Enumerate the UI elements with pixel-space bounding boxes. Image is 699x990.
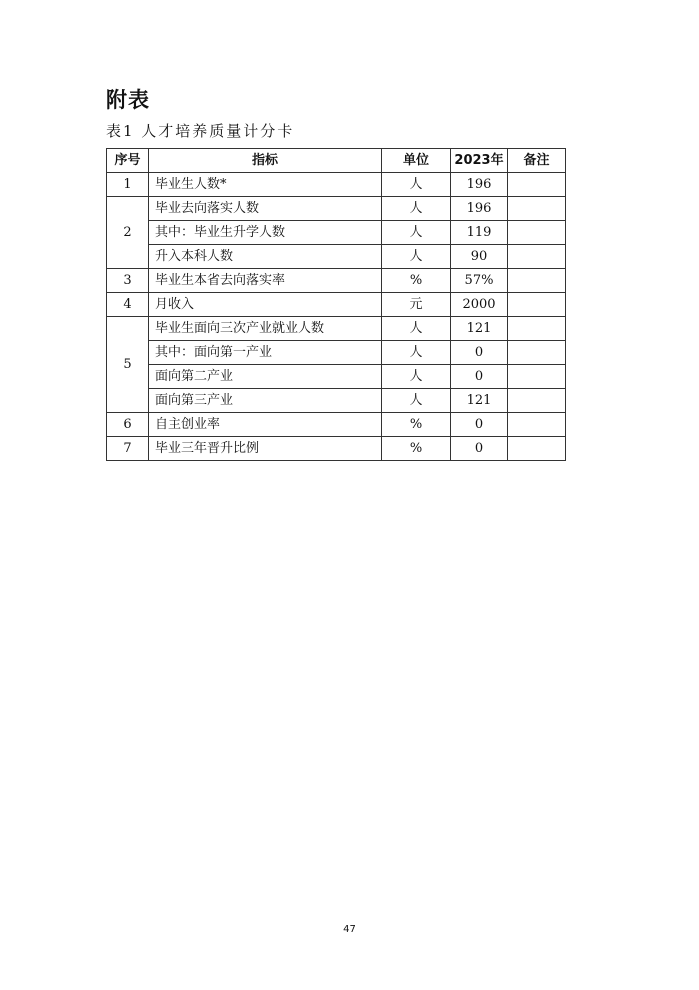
cell-remark — [508, 413, 566, 437]
page-number: 47 — [343, 924, 356, 935]
cell-unit: 人 — [382, 197, 451, 221]
table-row — [107, 389, 566, 413]
cell-unit: % — [382, 437, 451, 461]
cell-unit: % — [382, 269, 451, 293]
cell-value: 2000 — [451, 293, 508, 317]
cell-value: 0 — [451, 437, 508, 461]
header-serial-no: 序号 — [107, 149, 149, 173]
cell-indicator: 毕业去向落实人数 — [149, 197, 382, 221]
table-row — [107, 293, 566, 317]
cell-remark — [508, 293, 566, 317]
cell-serial-no: 5 — [107, 317, 149, 413]
cell-unit: 人 — [382, 245, 451, 269]
table-row — [107, 245, 566, 269]
cell-remark — [508, 221, 566, 245]
cell-value: 90 — [451, 245, 508, 269]
table-row — [107, 197, 566, 221]
cell-unit: 人 — [382, 221, 451, 245]
cell-remark — [508, 389, 566, 413]
cell-unit: 人 — [382, 173, 451, 197]
cell-value: 0 — [451, 341, 508, 365]
cell-remark — [508, 365, 566, 389]
cell-value: 57% — [451, 269, 508, 293]
table-row — [107, 413, 566, 437]
cell-indicator: 毕业生人数* — [149, 173, 382, 197]
cell-remark — [508, 269, 566, 293]
header-remark: 备注 — [508, 149, 566, 173]
cell-indicator: 面向第三产业 — [149, 389, 382, 413]
cell-indicator: 毕业生面向三次产业就业人数 — [149, 317, 382, 341]
cell-value: 119 — [451, 221, 508, 245]
cell-remark — [508, 341, 566, 365]
table-header-row — [107, 149, 566, 173]
cell-value: 121 — [451, 317, 508, 341]
cell-indicator: 其中：面向第一产业 — [149, 341, 382, 365]
cell-unit: 元 — [382, 293, 451, 317]
table-row — [107, 221, 566, 245]
table-row — [107, 173, 566, 197]
cell-serial-no: 6 — [107, 413, 149, 437]
table-row — [107, 341, 566, 365]
cell-indicator: 升入本科人数 — [149, 245, 382, 269]
cell-indicator: 毕业三年晋升比例 — [149, 437, 382, 461]
cell-remark — [508, 245, 566, 269]
cell-unit: 人 — [382, 365, 451, 389]
cell-indicator: 自主创业率 — [149, 413, 382, 437]
cell-value: 121 — [451, 389, 508, 413]
cell-indicator: 月收入 — [149, 293, 382, 317]
table-row — [107, 365, 566, 389]
cell-remark — [508, 173, 566, 197]
table-row — [107, 317, 566, 341]
cell-remark — [508, 317, 566, 341]
header-unit: 单位 — [382, 149, 451, 173]
table-row — [107, 269, 566, 293]
table-caption: 表1 人才培养质量计分卡 — [106, 122, 295, 140]
cell-indicator: 其中：毕业生升学人数 — [149, 221, 382, 245]
cell-value: 196 — [451, 173, 508, 197]
talent-quality-scorecard-table — [106, 148, 566, 461]
cell-serial-no: 7 — [107, 437, 149, 461]
cell-value: 196 — [451, 197, 508, 221]
header-indicator: 指标 — [149, 149, 382, 173]
cell-unit: 人 — [382, 389, 451, 413]
cell-unit: % — [382, 413, 451, 437]
cell-serial-no: 4 — [107, 293, 149, 317]
cell-serial-no: 1 — [107, 173, 149, 197]
table-row — [107, 437, 566, 461]
header-year-2023: 2023年 — [451, 149, 508, 173]
cell-indicator: 面向第二产业 — [149, 365, 382, 389]
cell-value: 0 — [451, 413, 508, 437]
cell-value: 0 — [451, 365, 508, 389]
cell-unit: 人 — [382, 317, 451, 341]
cell-unit: 人 — [382, 341, 451, 365]
cell-remark — [508, 437, 566, 461]
page-heading: 附表 — [106, 88, 150, 112]
cell-serial-no: 3 — [107, 269, 149, 293]
cell-remark — [508, 197, 566, 221]
cell-serial-no: 2 — [107, 197, 149, 269]
cell-indicator: 毕业生本省去向落实率 — [149, 269, 382, 293]
